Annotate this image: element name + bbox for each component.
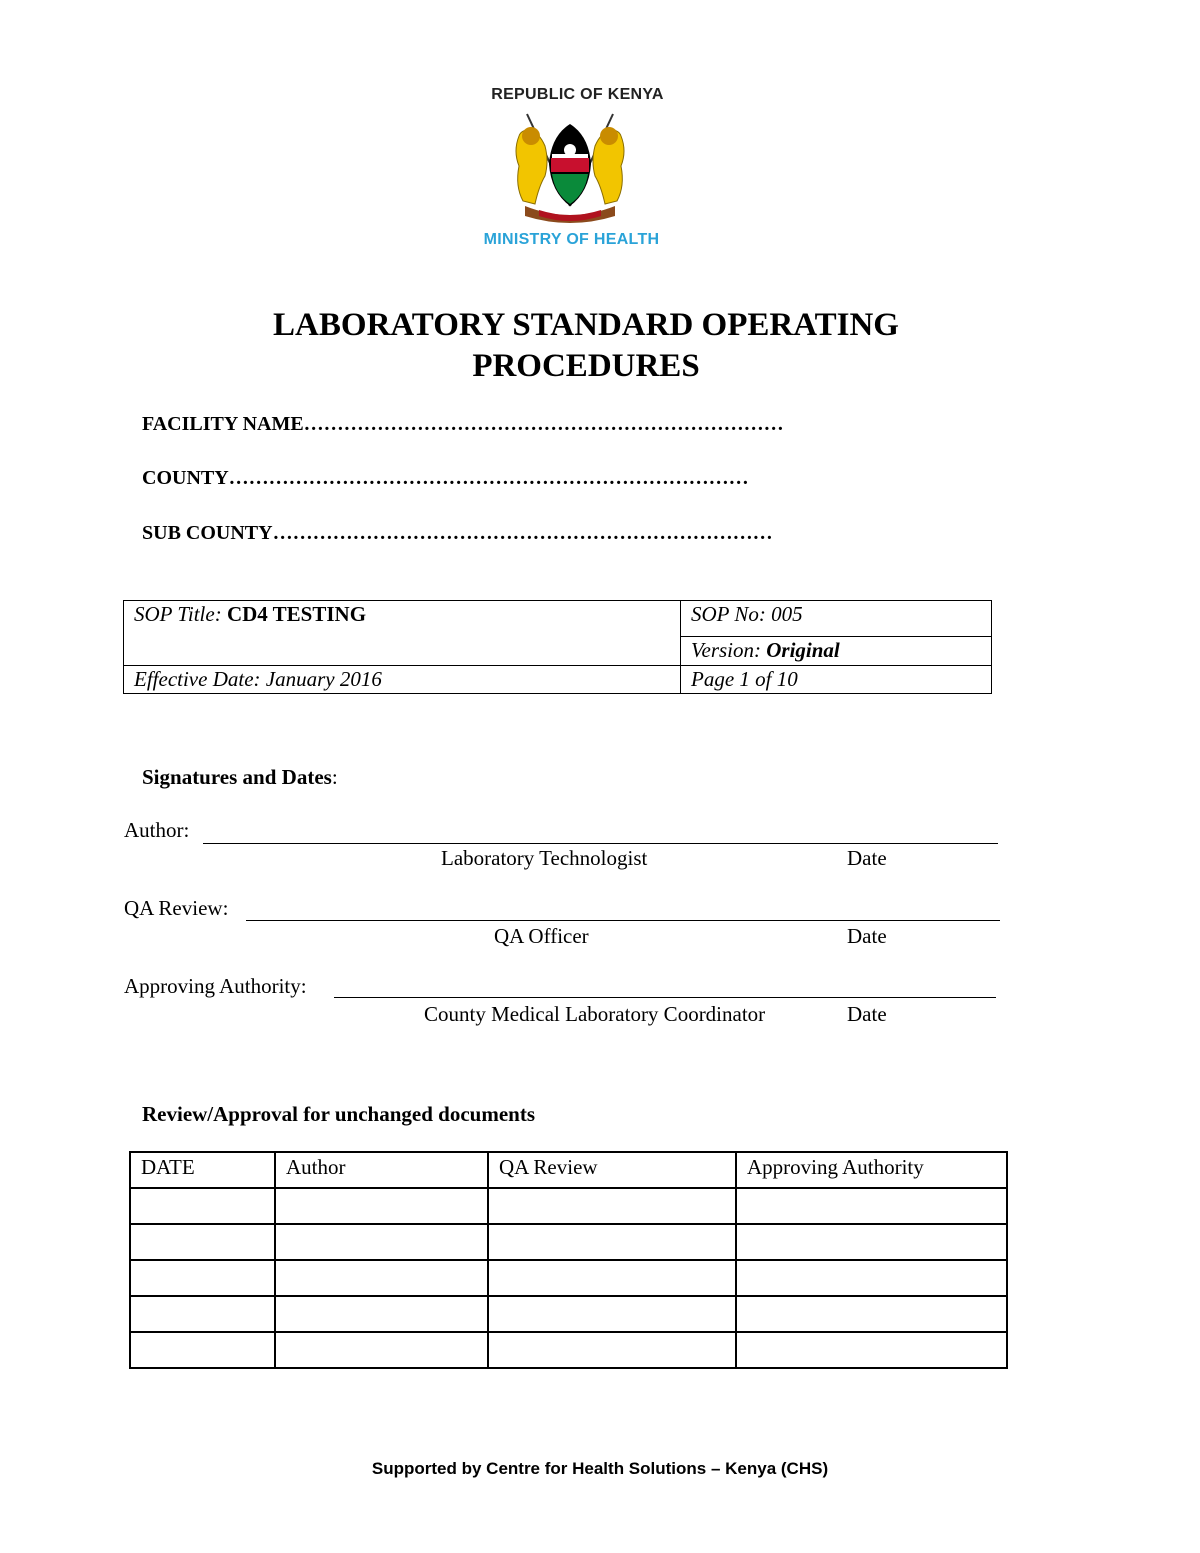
- effective-date-value: January 2016: [265, 667, 382, 691]
- republic-heading: REPUBLIC OF KENYA: [491, 86, 664, 103]
- table-row: [130, 1332, 1007, 1368]
- effective-date-cell: [124, 666, 681, 694]
- column-header-approving-authority: Approving Authority: [736, 1152, 1007, 1188]
- coat-of-arms-logo: [505, 106, 635, 228]
- county-field[interactable]: COUNTY……………………………………………………………………: [142, 467, 749, 489]
- review-header-row: [130, 1152, 1007, 1188]
- table-cell[interactable]: [488, 1260, 736, 1296]
- footer-support-note: Supported by Centre for Health Solutions – Kenya (CHS): [371, 1459, 829, 1478]
- table-row: [130, 1296, 1007, 1332]
- qa-review-signature-line[interactable]: [246, 920, 1000, 921]
- table-cell[interactable]: [275, 1332, 488, 1368]
- sop-version-label: Version:: [691, 638, 761, 662]
- signatures-heading-text: Signatures and Dates: [142, 765, 332, 789]
- table-cell[interactable]: [488, 1332, 736, 1368]
- column-header-date: DATE: [130, 1152, 275, 1188]
- table-cell[interactable]: [736, 1224, 1007, 1260]
- qa-role: QA Officer: [494, 924, 589, 948]
- table-cell[interactable]: [130, 1332, 275, 1368]
- title-line-2: PROCEDURES: [472, 348, 700, 384]
- sop-number-label: SOP No:: [691, 602, 766, 626]
- table-cell[interactable]: [488, 1296, 736, 1332]
- effective-date-label: Effective Date:: [134, 667, 261, 691]
- table-cell[interactable]: [130, 1260, 275, 1296]
- column-header-qa-review: QA Review: [488, 1152, 736, 1188]
- sop-title-value: CD4 TESTING: [226, 602, 367, 626]
- table-cell[interactable]: [275, 1260, 488, 1296]
- approving-authority-label: Approving Authority:: [124, 974, 307, 998]
- sop-info-table: [123, 600, 992, 694]
- table-row: [130, 1260, 1007, 1296]
- table-cell[interactable]: [275, 1296, 488, 1332]
- table-row: [130, 1224, 1007, 1260]
- table-cell[interactable]: [275, 1224, 488, 1260]
- table-cell[interactable]: [275, 1188, 488, 1224]
- facility-name-field[interactable]: FACILITY NAME………………………………………………………………: [142, 413, 784, 435]
- sop-number-value: 005: [771, 602, 803, 626]
- table-row: [130, 1188, 1007, 1224]
- signatures-heading: [142, 765, 338, 790]
- sop-number-cell: [681, 601, 992, 637]
- author-date-label: Date: [847, 846, 887, 870]
- table-cell[interactable]: [736, 1332, 1007, 1368]
- qa-date-label: Date: [847, 924, 887, 948]
- page-number-cell: Page 1 of 10: [681, 666, 992, 694]
- author-signature-line[interactable]: [203, 843, 998, 844]
- sub-county-field[interactable]: SUB COUNTY…………………………………………………………………: [142, 522, 773, 544]
- table-cell[interactable]: [736, 1188, 1007, 1224]
- review-approval-heading: Review/Approval for unchanged documents: [142, 1102, 536, 1126]
- approving-role: County Medical Laboratory Coordinator: [424, 1002, 766, 1026]
- sop-title-cell: [124, 601, 681, 666]
- column-header-author: Author: [275, 1152, 488, 1188]
- table-cell[interactable]: [488, 1224, 736, 1260]
- table-cell[interactable]: [736, 1296, 1007, 1332]
- review-approval-table: [129, 1151, 1008, 1369]
- sop-version-cell: [681, 637, 992, 666]
- approving-authority-signature-line[interactable]: [334, 997, 996, 998]
- author-role: Laboratory Technologist: [441, 846, 648, 870]
- table-cell[interactable]: [130, 1224, 275, 1260]
- table-cell[interactable]: [130, 1296, 275, 1332]
- ministry-heading: MINISTRY OF HEALTH: [483, 231, 660, 248]
- author-label: Author:: [124, 818, 190, 842]
- table-cell[interactable]: [488, 1188, 736, 1224]
- title-line-1: LABORATORY STANDARD OPERATING: [273, 307, 899, 343]
- table-cell[interactable]: [130, 1188, 275, 1224]
- signatures-heading-colon: :: [331, 765, 338, 789]
- sop-title-label: SOP Title:: [134, 602, 222, 626]
- approving-date-label: Date: [847, 1002, 887, 1026]
- document-title: [0, 305, 1172, 387]
- table-cell[interactable]: [736, 1260, 1007, 1296]
- qa-review-label: QA Review:: [124, 896, 229, 920]
- sop-version-value: Original: [766, 638, 840, 662]
